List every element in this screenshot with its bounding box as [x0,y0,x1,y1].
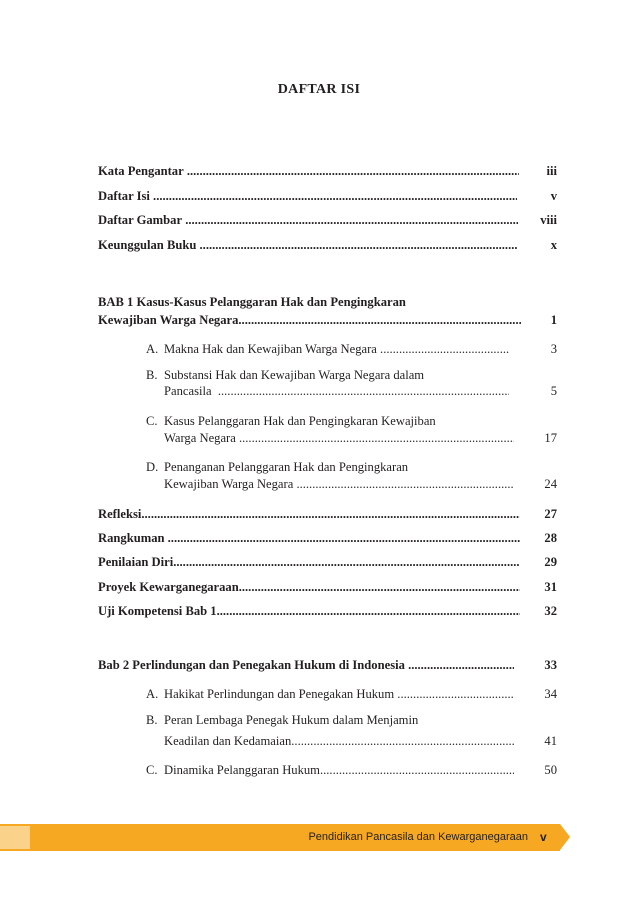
dot-leader [397,686,514,702]
toc-entry[interactable]: Daftar Gambar ..... viii [98,212,557,228]
toc-subentry[interactable]: Keadilan dan Kedamaian ..... 41 [164,733,557,749]
toc-subentry-line1: B. Peran Lembaga Penegak Hukum dalam Menjamin [146,713,419,727]
dot-leader [291,733,514,749]
toc-subentry-line1: C. Kasus Pelanggaran Hak dan Pengingkaran Kewajiban [146,414,436,428]
dot-leader [185,212,518,228]
dot-leader [408,657,514,673]
toc-entry[interactable]: Rangkuman ..... 28 [98,530,557,546]
toc-entry[interactable]: Proyek Kewarganegaraan ..... 31 [98,579,557,595]
toc-subentry[interactable]: A. Makna Hak dan Kewajiban Warga Negara ..... 3 [146,341,557,357]
footer-page-number: v [540,830,547,844]
toc-entry[interactable]: Penilaian Diri ..... 29 [98,554,557,570]
dot-leader [238,312,520,328]
dot-leader [187,163,519,179]
toc-entry-chapter-2[interactable]: Bab 2 Perlindungan dan Penegakan Hukum di Indonesia ..... 33 [98,657,557,673]
toc-subentry[interactable]: C. Dinamika Pelanggaran Hukum ..... 50 [146,762,557,778]
toc-entry[interactable]: Keunggulan Buku ..... x [98,237,557,253]
dot-leader [320,762,514,778]
toc-subentry[interactable]: Kewajiban Warga Negara ..... 24 [164,476,557,492]
dot-leader [200,237,517,253]
dot-leader [296,476,514,492]
toc-subentry-line1: D. Penanganan Pelanggaran Hak dan Pengingkaran [146,460,409,474]
dot-leader [239,430,514,446]
toc-entry[interactable]: Kata Pengantar ..... iii [98,163,557,179]
page-title: DAFTAR ISI [277,82,361,97]
dot-leader [173,554,520,570]
chapter-heading-line1: BAB 1 Kasus-Kasus Pelanggaran Hak dan Pengingkaran [98,295,406,309]
footer-strip [0,826,30,849]
toc-entry[interactable]: Daftar Isi ..... v [98,188,557,204]
footer-book-title: Pendidikan Pancasila dan Kewarganegaraan [308,831,528,843]
dot-leader [217,603,521,619]
dot-leader [141,506,520,522]
dot-leader [168,530,521,546]
toc-subentry-line1: B. Substansi Hak dan Kewajiban Warga Negara dalam [146,368,425,382]
toc-subentry[interactable]: Warga Negara ..... 17 [164,430,557,446]
dot-leader [380,341,509,357]
dot-leader [153,188,517,204]
dot-leader [218,383,509,399]
toc-entry[interactable]: Refleksi ..... 27 [98,506,557,522]
toc-subentry[interactable]: A. Hakikat Perlindungan dan Penegakan Hukum ..... 34 [146,686,557,702]
footer-arrow [560,824,570,850]
dot-leader [239,579,521,595]
toc-entry-chapter-1[interactable]: Kewajiban Warga Negara ..... 1 [98,312,557,328]
toc-subentry[interactable]: Pancasila ..... 5 [164,383,557,399]
toc-entry[interactable]: Uji Kompetensi Bab 1 ..... 32 [98,603,557,619]
